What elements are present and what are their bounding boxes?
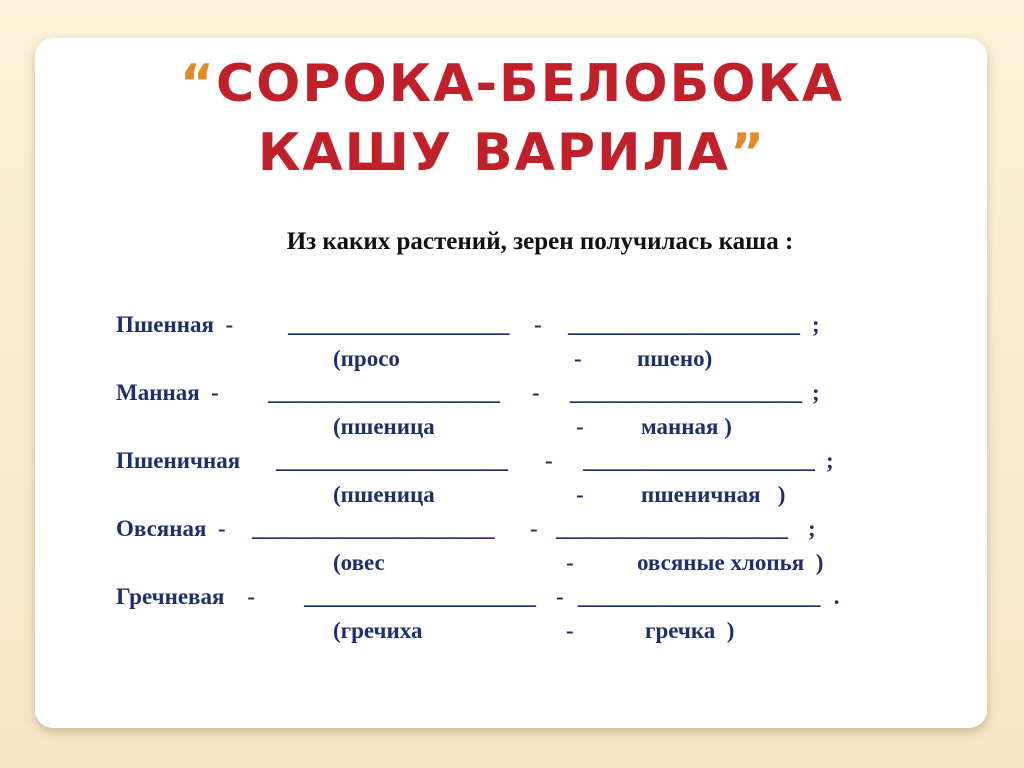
fill-blank-grain[interactable]: ______________________	[556, 516, 787, 541]
answer-plant: (пшеница	[333, 482, 435, 507]
fill-blank-plant[interactable]: ______________________	[268, 380, 499, 405]
item-row-pshenichnaya	[0, 444, 1024, 478]
item-dash: -	[556, 584, 564, 609]
open-quote: “	[179, 54, 217, 114]
fill-blank-plant[interactable]: _____________________	[288, 312, 509, 337]
answer-row-pshenichnaya	[0, 478, 1024, 512]
item-row-mannaya	[0, 376, 1024, 410]
answer-plant: (гречиха	[333, 618, 423, 643]
answer-dash: -	[576, 414, 584, 439]
fill-blank-plant[interactable]: ______________________	[304, 584, 535, 609]
fill-blank-plant[interactable]: _______________________	[252, 516, 494, 541]
fill-blank-plant[interactable]: ______________________	[276, 448, 507, 473]
fill-blank-grain[interactable]: ______________________	[570, 380, 801, 405]
fill-blank-grain[interactable]: ______________________	[568, 312, 799, 337]
item-end: ;	[812, 380, 820, 405]
title-text-1: СОРОКА-БЕЛОБОКА	[216, 54, 845, 114]
item-end: ;	[826, 448, 834, 473]
item-row-ovsyanaya	[0, 512, 1024, 546]
item-name: Пшеничная	[116, 448, 241, 473]
answer-grain: пшеничная )	[641, 482, 786, 507]
answer-grain: гречка )	[645, 618, 735, 643]
title-text-2: КАШУ ВАРИЛА	[257, 123, 730, 183]
answer-row-mannaya	[0, 410, 1024, 444]
answer-plant: (овес	[333, 550, 385, 575]
item-end: .	[828, 584, 840, 609]
item-row-grechnevaya	[0, 580, 1024, 614]
answer-dash: -	[574, 346, 582, 371]
item-name: Манная -	[116, 380, 219, 405]
item-dash: -	[534, 312, 542, 337]
answer-row-grechnevaya	[0, 614, 1024, 648]
answer-grain: пшено)	[637, 346, 713, 371]
item-dash: -	[530, 516, 538, 541]
answer-plant: (просо	[333, 346, 400, 371]
answer-row-pshennaya	[0, 342, 1024, 376]
item-name: Овсяная -	[116, 516, 226, 541]
item-row-pshennaya	[0, 308, 1024, 342]
answer-dash: -	[566, 550, 574, 575]
answer-grain: манная )	[641, 414, 732, 439]
answer-plant: (пшеница	[333, 414, 435, 439]
fill-blank-grain[interactable]: ______________________	[583, 448, 814, 473]
answer-grain: овсяные хлопья )	[637, 550, 824, 575]
answer-dash: -	[576, 482, 584, 507]
item-end: ;	[812, 312, 820, 337]
fill-blank-grain[interactable]: _______________________	[578, 584, 820, 609]
item-dash: -	[545, 448, 553, 473]
close-quote: ”	[729, 123, 767, 183]
answer-dash: -	[566, 618, 574, 643]
item-name: Пшенная -	[116, 312, 234, 337]
item-end: ;	[808, 516, 816, 541]
item-dash: -	[532, 380, 540, 405]
item-name: Гречневая -	[116, 584, 256, 609]
question-text: Из каких растений, зерен получилась каша :	[286, 228, 794, 255]
answer-row-ovsyanaya	[0, 546, 1024, 580]
